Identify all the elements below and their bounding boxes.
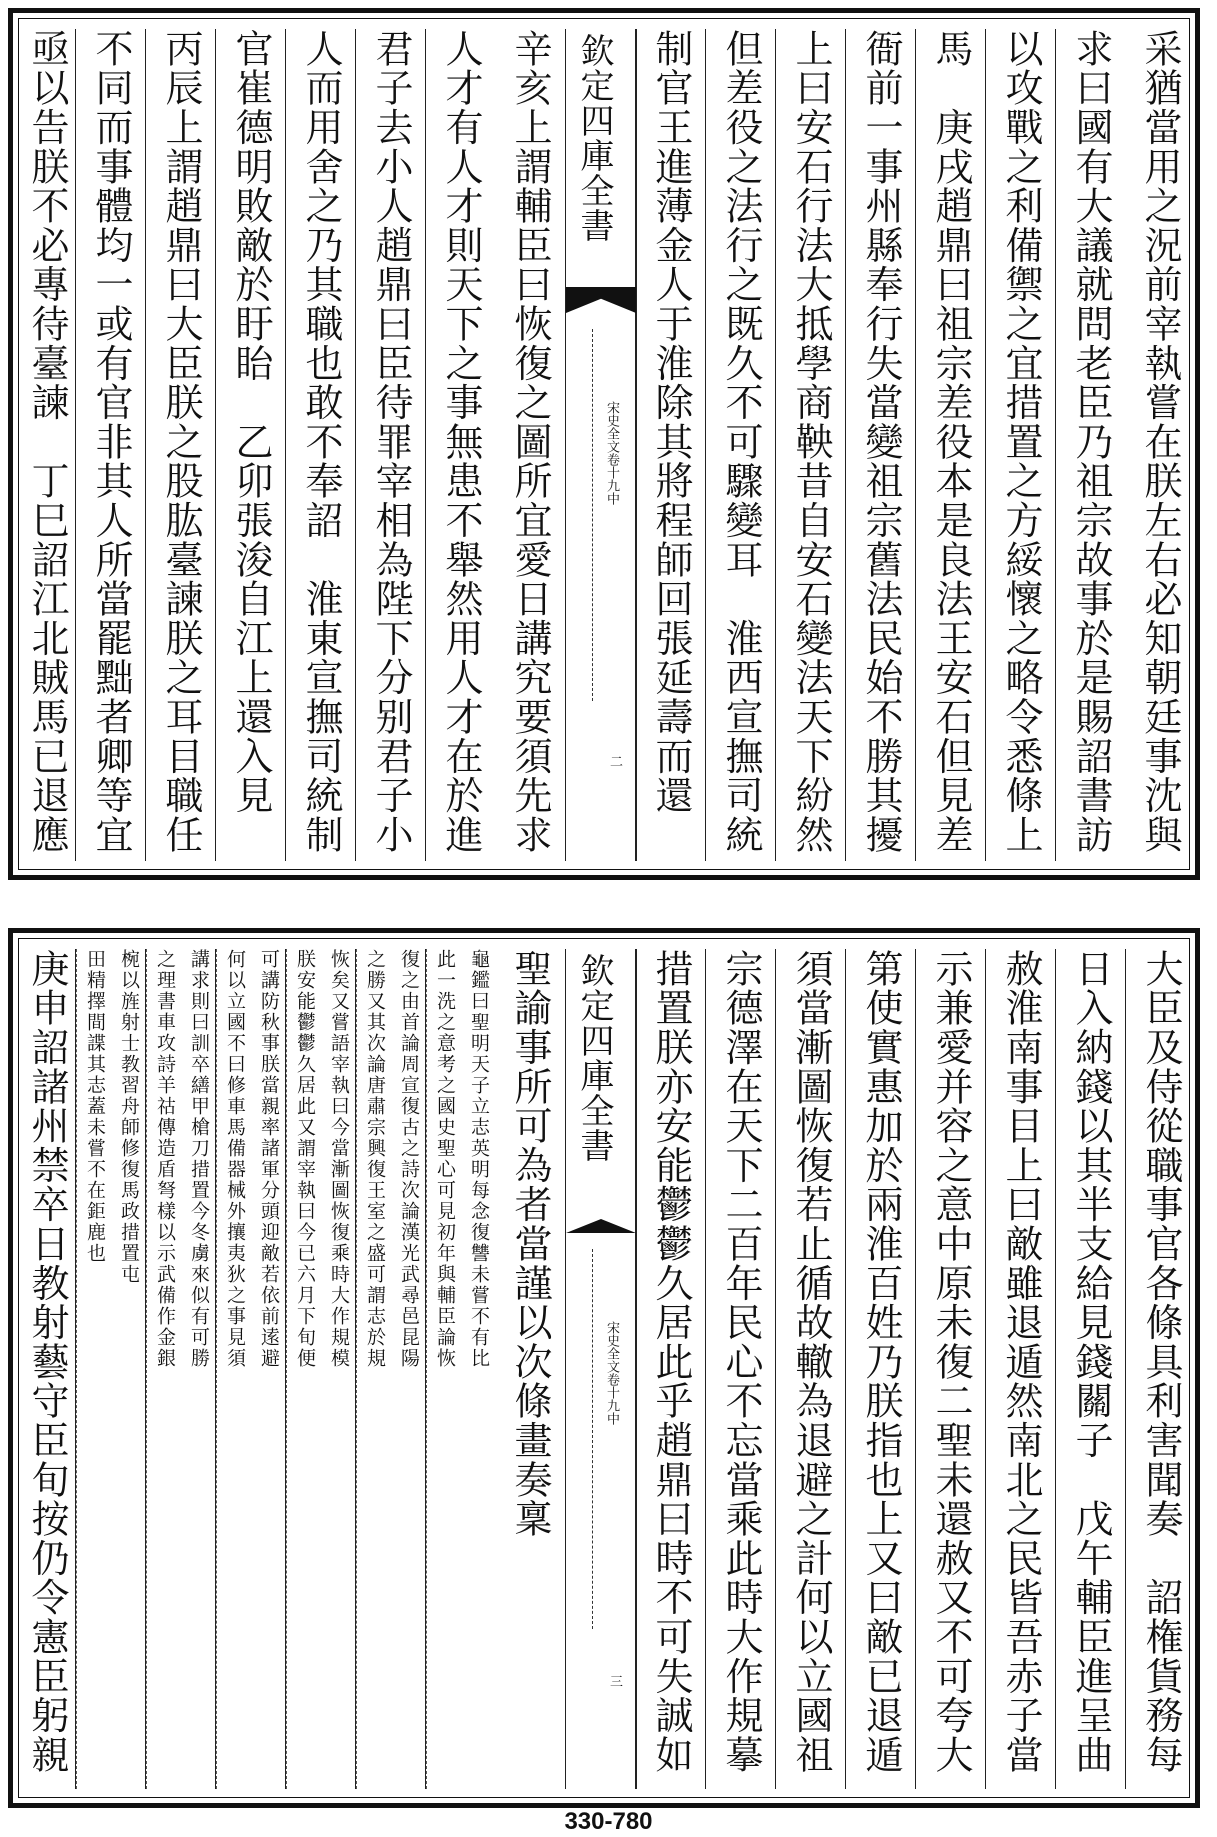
column-text: 采猶當用之況前宰執嘗在朕左右必知朝廷事沈與 bbox=[1138, 29, 1182, 855]
text-column bbox=[775, 949, 846, 1789]
column-text: 大臣及侍從職事官各條具利害聞奏 詔権貨務每 bbox=[1139, 949, 1183, 1775]
text-column bbox=[19, 949, 75, 1789]
commentary-subcolumn bbox=[391, 949, 426, 1789]
commentary-text: 之勝又其次論唐肅宗興復王室之盛可謂志於規 bbox=[364, 949, 386, 1369]
commentary-text: 講求則曰訓卒繕甲槍刀措置今冬虜來似有可勝 bbox=[188, 949, 210, 1369]
commentary-text: 椀以旌射士教習舟師修復馬政措置屯 bbox=[118, 949, 140, 1285]
bottom-page-frame bbox=[18, 938, 1190, 1798]
fish-tail-mark-lower bbox=[566, 1219, 636, 1233]
column-text: 但差役之法行之既久不可驟變耳 淮西宣撫司統 bbox=[719, 29, 763, 855]
commentary-text: 可講防秋事朕當親率諸軍分頭迎敵若依前逺避 bbox=[258, 949, 280, 1369]
column-text: 庚申詔諸州禁卒日教射藝守臣旬按仍令憲臣躬親 bbox=[25, 949, 69, 1775]
commentary-text: 朕安能鬱鬱久居此又謂宰執曰今已六月下旬便 bbox=[294, 949, 316, 1369]
text-column bbox=[19, 29, 75, 861]
column-text: 人而用舍之乃其職也敢不奉詔 淮東宣撫司統制 bbox=[299, 29, 343, 855]
text-column bbox=[285, 29, 356, 861]
commentary-subcolumn bbox=[111, 949, 146, 1789]
commentary-subcolumn bbox=[426, 949, 462, 1789]
top-page-frame bbox=[18, 18, 1190, 870]
gutter-title: 欽定四庫全書 bbox=[574, 953, 614, 1163]
column-text: 日入納錢以其半支給見錢關子 戊午輔臣進呈曲 bbox=[1069, 949, 1113, 1775]
commentary-subcolumn bbox=[216, 949, 252, 1789]
text-column bbox=[915, 949, 986, 1789]
column-text: 官崔德明敗敵於盱眙 乙卯張浚自江上還入見 bbox=[229, 29, 273, 815]
commentary-column bbox=[285, 949, 356, 1789]
column-text: 馬 庚戌趙鼎曰祖宗差役本是良法王安石但見差 bbox=[929, 29, 973, 855]
gutter bbox=[565, 29, 637, 861]
leaf-number: 二 bbox=[610, 755, 624, 770]
column-text: 須當漸圖恢復若止循故轍為退避之計何以立國祖 bbox=[789, 949, 833, 1775]
commentary-subcolumn bbox=[146, 949, 182, 1789]
text-column bbox=[355, 29, 426, 861]
column-text: 不同而事體均一或有官非其人所當罷黜者卿等宜 bbox=[89, 29, 133, 855]
column-text: 宗德澤在天下二百年民心不忘當乘此時大作規摹 bbox=[719, 949, 763, 1775]
gutter-subtitle: 宋史全文卷十九中 bbox=[604, 1321, 619, 1425]
gutter bbox=[565, 949, 637, 1789]
column-text: 亟以告朕不必專待臺諫 丁巳詔江北賊馬已退應 bbox=[25, 29, 69, 855]
column-text: 丙辰上謂趙鼎曰大臣朕之股肱臺諫朕之耳目職任 bbox=[159, 29, 203, 855]
text-column bbox=[75, 29, 146, 861]
text-column bbox=[845, 949, 916, 1789]
column-text: 聖諭事所可為者當謹以次條畫奏稟 bbox=[508, 949, 552, 1539]
commentary-text: 之理書車攻詩羊祜傳造盾弩樣以示武備作金銀 bbox=[154, 949, 176, 1369]
top-page bbox=[8, 8, 1200, 880]
text-column bbox=[985, 949, 1056, 1789]
commentary-text: 何以立國不曰修車馬備器械外攘夷狄之事見須 bbox=[224, 949, 246, 1369]
column-text: 衙前一事州縣奉行失當變祖宗舊法民始不勝其擾 bbox=[859, 29, 903, 855]
gutter-subtitle: 宋史全文卷十九中 bbox=[604, 401, 619, 505]
column-text: 以攻戰之利備禦之宜措置之方綏懷之略令悉條上 bbox=[999, 29, 1043, 855]
text-column bbox=[425, 29, 496, 861]
commentary-text: 復之由首論周宣復古之詩次論漢光武尋邑昆陽 bbox=[398, 949, 420, 1369]
bottom-page bbox=[8, 928, 1200, 1808]
center-fold-line bbox=[592, 1249, 593, 1629]
text-column bbox=[215, 29, 286, 861]
text-column bbox=[1125, 949, 1196, 1789]
column-text: 制官王進薄金人于淮除其將程師回張延壽而還 bbox=[649, 29, 693, 815]
commentary-column bbox=[145, 949, 216, 1789]
commentary-subcolumn bbox=[286, 949, 322, 1789]
leaf-number: 三 bbox=[610, 1675, 624, 1690]
text-column bbox=[635, 949, 706, 1789]
commentary-text: 恢矣又嘗語宰執曰今當漸圖恢復乘時大作規模 bbox=[328, 949, 350, 1369]
gutter-title: 欽定四庫全書 bbox=[574, 33, 614, 243]
column-text: 人才有人才則天下之事無患不舉然用人才在於進 bbox=[439, 29, 483, 855]
column-text: 君子去小人趙鼎曰臣待罪宰相為陛下分别君子小 bbox=[369, 29, 413, 855]
commentary-column bbox=[355, 949, 426, 1789]
column-text: 措置朕亦安能鬱鬱久居此乎趙鼎曰時不可失誠如 bbox=[649, 949, 693, 1775]
commentary-subcolumn bbox=[321, 949, 356, 1789]
commentary-column bbox=[215, 949, 286, 1789]
column-text: 上曰安石行法大抵學商鞅昔自安石變法天下紛然 bbox=[789, 29, 833, 855]
text-column bbox=[845, 29, 916, 861]
commentary-text: 此一洗之意考之國史聖心可見初年與輔臣論恢 bbox=[434, 949, 456, 1369]
text-column bbox=[635, 29, 706, 861]
text-column bbox=[985, 29, 1056, 861]
commentary-text: 田精擇間諜其志蓋未嘗不在鉅鹿也 bbox=[84, 949, 106, 1264]
column-text: 辛亥上謂輔臣曰恢復之圖所宜愛日講究要須先求 bbox=[508, 29, 552, 855]
column-text: 求曰國有大議就問老臣乃祖宗故事於是賜詔書訪 bbox=[1069, 29, 1113, 855]
text-column bbox=[495, 29, 565, 861]
fish-tail-mark-upper bbox=[566, 287, 636, 313]
commentary-text: 龜鑑曰聖明天子立志英明每念復讐未嘗不有比 bbox=[468, 949, 490, 1369]
center-fold-line bbox=[592, 329, 593, 701]
text-column bbox=[1055, 29, 1126, 861]
commentary-subcolumn bbox=[461, 949, 496, 1789]
commentary-column bbox=[75, 949, 146, 1789]
text-column bbox=[145, 29, 216, 861]
text-column bbox=[1125, 29, 1195, 861]
text-column bbox=[1055, 949, 1126, 1789]
text-column bbox=[775, 29, 846, 861]
column-text: 示兼愛并容之意中原未復二聖未還赦又不可夸大 bbox=[929, 949, 973, 1775]
commentary-subcolumn bbox=[356, 949, 392, 1789]
text-column bbox=[705, 29, 776, 861]
text-column bbox=[915, 29, 986, 861]
column-text: 赦淮南事目上曰敵雖退遁然南北之民皆吾赤子當 bbox=[999, 949, 1043, 1775]
page-number: 330-780 bbox=[564, 1808, 653, 1835]
text-column bbox=[495, 949, 565, 1789]
commentary-column bbox=[425, 949, 496, 1789]
column-text: 第使實惠加於兩淮百姓乃朕指也上又曰敵已退遁 bbox=[859, 949, 903, 1775]
text-column bbox=[705, 949, 776, 1789]
commentary-subcolumn bbox=[181, 949, 216, 1789]
commentary-subcolumn bbox=[251, 949, 286, 1789]
commentary-subcolumn bbox=[76, 949, 112, 1789]
